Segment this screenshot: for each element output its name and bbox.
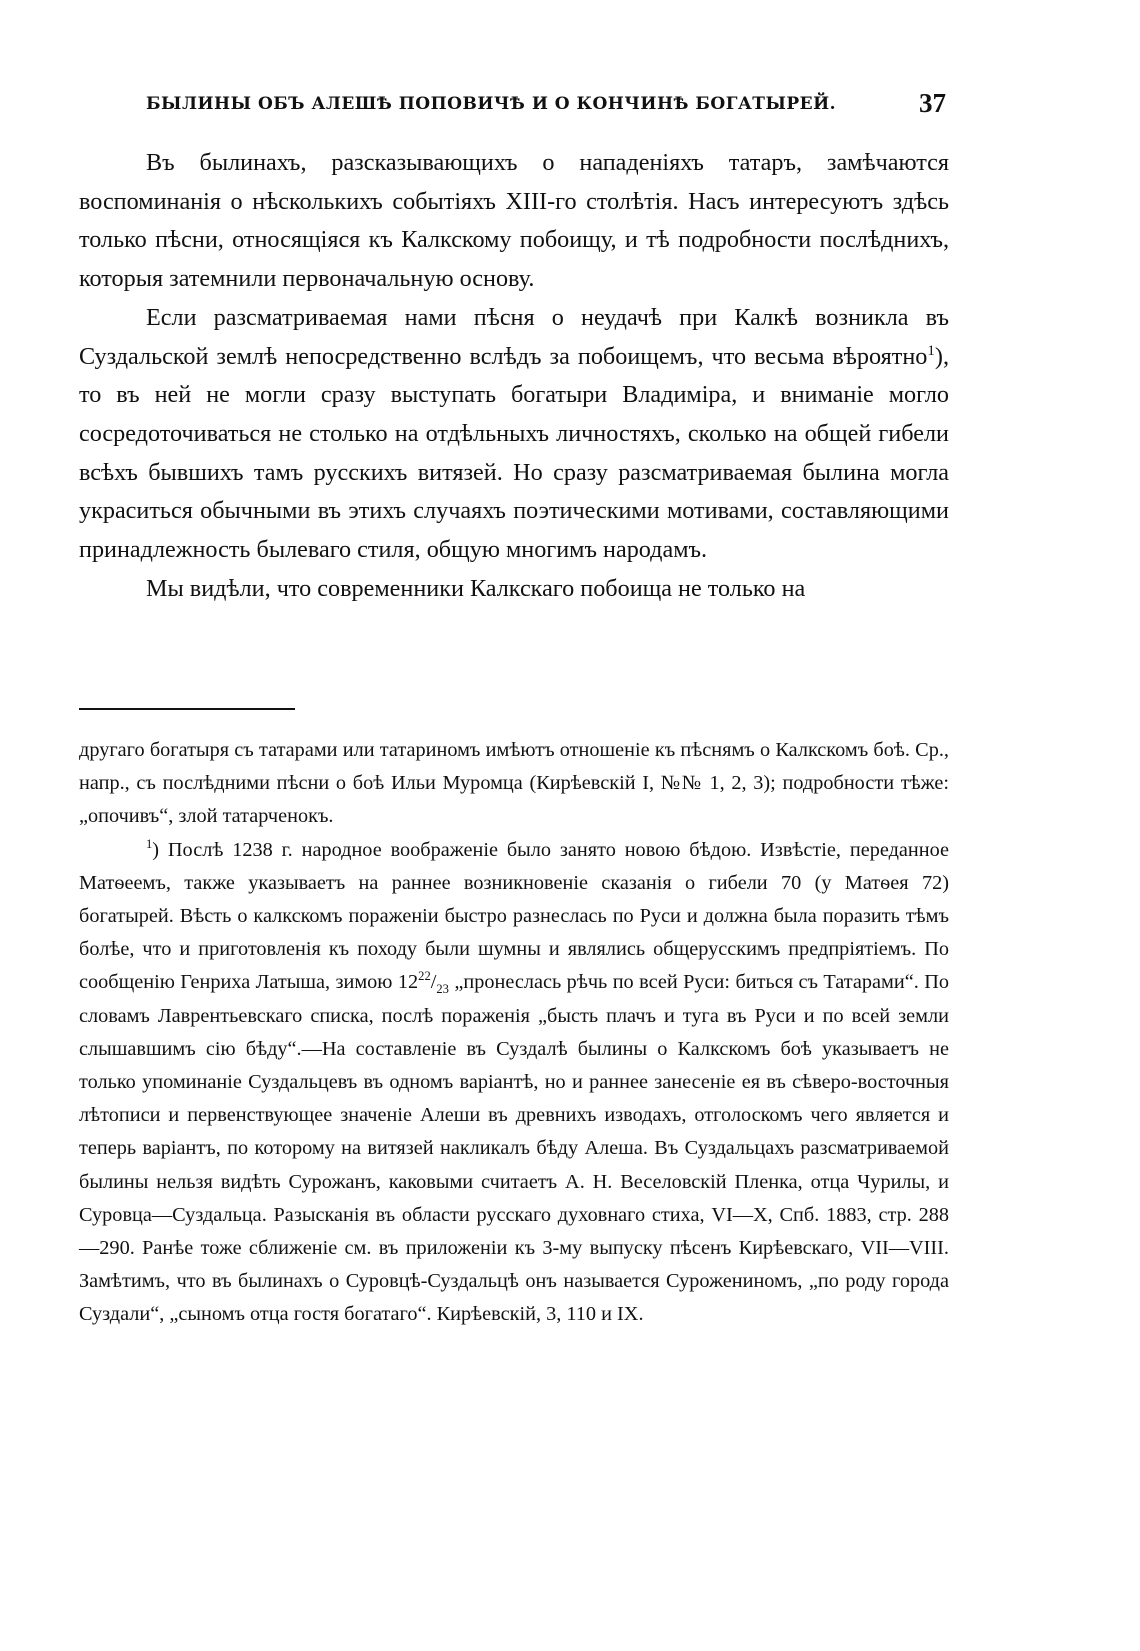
footnote-separator — [79, 708, 295, 710]
footnote-reference[interactable]: 1 — [927, 342, 935, 359]
footnote-1: $^1$) Послѣ 1238 г. народное воображеніе было занято новою бѣдою. Извѣстіе, переданное Матѳеемъ, также указываетъ на раннее возникновеніе сказанія о гибели 70 (у Матѳея 72) богатырей. Вѣсть о калкскомъ пораженіи быстро разнеслась по Руси и должна была поразить тѣмъ болѣе, что и приготовленія къ походу были шумны и являлись общерусскимъ предпріятіемъ. По сообщенію Генриха Латыша, зимою $12^{22}/_{23}$ „пронеслась рѣчь по всей Руси: биться съ Татарами“. По словамъ Лаврентьевскаго списка, послѣ пораженія „бысть плачъ и туга въ Руси и по всей земли слышавшимъ сію бѣду“.—На составленіе въ Суздалѣ былины о Калкскомъ боѣ указываетъ не только упоминаніе Суздальцевъ въ одномъ варіантѣ, но и раннее занесеніе ея въ сѣверо-восточныя лѣтописи и первенствующее значеніе Алеши въ древнихъ изводахъ, отголоскомъ чего является и теперь варіантъ, по которому на витязей накликалъ бѣду Алеша. Въ Суздальцахъ разсматриваемой былины нельзя видѣть Сурожанъ, каковыми считаетъ А. Н. Веселовскій Пленка, отца Чурилы, и Суровца—Суздальца. Разысканія въ области русскаго духовнаго стиха, VI—X, Спб. 1883, стр. 288—290. Ранѣе тоже сближеніе см. въ приложеніи къ 3-му выпуску пѣсенъ Кирѣевскаго, VII—VIII. Замѣтимъ, что въ былинахъ о Суровцѣ-Суздальцѣ онъ называется Сурожениномъ, „по роду города Суздали“, „сыномъ отца гостя богатаго“. Кирѣевскій, 3, 110 и IX. — [79, 836, 949, 1326]
footnote-text: „пронеслась рѣчь по всей Руси: биться съ Татарами“. По словамъ Лаврентьевскаго списка, послѣ пораженія „бысть плачъ и туга въ Руси и по всей земли слышавшимъ сію бѣду“.—На составленіе въ Суздалѣ былины о Калкскомъ боѣ указываетъ не только упоминаніе Суздальцевъ въ одномъ варіантѣ, но и раннее занесеніе ея въ сѣверо-восточныя лѣтописи и первенствующее значеніе Алеши въ древнихъ изводахъ, отголоскомъ чего является и теперь варіантъ, по которому на витязей накликалъ бѣду Алеша. Въ Суздальцахъ разсматриваемой былины нельзя видѣть Сурожанъ, каковыми считаетъ А. Н. Веселовскій Пленка, отца Чурилы, и Суровца—Суздальца. Разысканія въ области русскаго духовнаго стиха, VI—X, Спб. 1883, стр. 288—290. Ранѣе тоже сближеніе см. въ приложеніи къ 3-му выпуску пѣсенъ Кирѣевскаго, VII—VIII. Замѣтимъ, что въ былинахъ о Суровцѣ-Суздальцѣ онъ называется Сурожениномъ, „по роду города Суздали“, „сыномъ отца гостя богатаго“. Кирѣевскій, 3, 110 и IX. — [79, 971, 949, 1326]
body-paragraph: Мы видѣли, что современники Калкскаго побоища не только на — [146, 574, 806, 602]
body-paragraph-text: ), то въ ней не могли сразу выступать богатыри Владиміра, и вниманіе могло сосредоточиваться не столько на отдѣльныхъ личностяхъ, сколько на общей гибели всѣхъ бывшихъ тамъ русскихъ витязей. Но сразу разсматриваемая былина могла украситься обычными въ этихъ случаяхъ поэтическими мотивами, составляющими принадлежность былеваго стиля, общую многимъ народамъ. — [79, 342, 949, 564]
page-header — [146, 88, 946, 128]
footnote-marker: 1 — [146, 836, 153, 851]
body-paragraph-text: Если разсматриваемая нами пѣсня о неудачѣ при Калкѣ возникла въ Суздальской землѣ непосредственно вслѣдъ за побоищемъ, что весьма вѣроятно — [79, 303, 949, 370]
main-text — [79, 144, 949, 608]
footnote-continuation: другаго богатыря съ татарами или татариномъ имѣютъ отношеніе къ пѣснямъ о Калкскомъ боѣ. Ср., напр., съ послѣдними пѣсни о боѣ Ильи Муромца (Кирѣевскій I, №№ 1, 2, 3); подробности тѣже: „опочивъ“, злой татарченокъ. — [79, 739, 949, 828]
footnote-text: ) Послѣ 1238 г. народное воображеніе было занято новою бѣдою. Извѣстіе, переданное Матѳеемъ, также указываетъ на раннее возникновеніе сказанія о гибели 70 (у Матѳея 72) богатырей. Вѣсть о калкскомъ пораженіи быстро разнеслась по Руси и должна была поразить тѣмъ болѣе, что и приготовленія къ походу были шумны и являлись общерусскимъ предпріятіемъ. По сообщенію Генриха Латыша, зимою 12 — [79, 838, 949, 994]
body-paragraph — [79, 299, 949, 570]
fraction-numerator: 22 — [418, 969, 431, 984]
footnotes-section — [79, 734, 949, 1332]
fraction-denominator: 23 — [436, 982, 449, 997]
running-title: БЫЛИНЫ ОБЪ АЛЕШѢ ПОПОВИЧѢ И О КОНЧИНѢ БОГАТЫРЕЙ. — [146, 94, 837, 114]
page-number: 37 — [919, 88, 946, 118]
body-paragraph: Въ былинахъ, разсказывающихъ о нападеніяхъ татаръ, замѣчаются воспоминанія о нѣсколькихъ событіяхъ XIII-го столѣтія. Насъ интересуютъ здѣсь только пѣсни, относящіяся къ Калкскому побоищу, и тѣ подробности послѣднихъ, которыя затемнили первоначальную основу. — [79, 149, 949, 293]
